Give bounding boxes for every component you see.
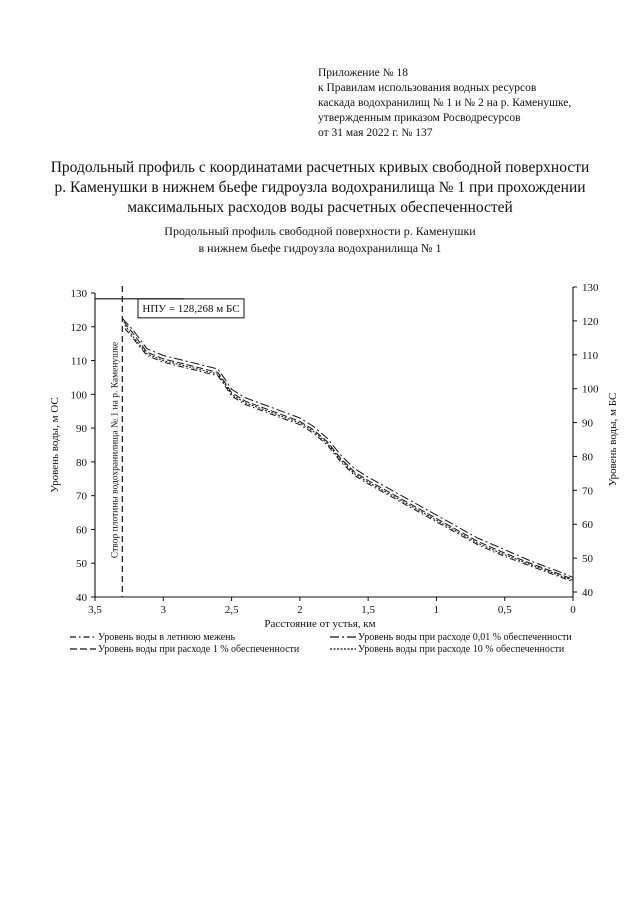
left-axis-tick-label: 90 [76,423,87,436]
document-title-line: Продольный профиль с координатами расчетных кривых свободной поверхности [50,159,590,176]
right-axis-tick-label: 50 [582,553,593,566]
left-axis-tick-label: 70 [76,490,87,503]
x-axis-tick-label: 2,5 [224,604,239,616]
left-axis-tick-label: 100 [70,389,87,402]
x-axis-tick-label: 0 [570,604,576,616]
chart-title: в нижнем бьефе гидроузла водохранилища № 1 [198,241,442,255]
left-axis-tick-label: 60 [76,524,87,537]
npu-label: НПУ = 128,268 м БС [142,302,240,315]
x-axis-tick-label: 1 [433,604,440,616]
appendix-line: каскада водохранилищ № 1 и № 2 на р. Каменушке, [318,97,572,109]
document-title-line: р. Каменушки в нижнем бьефе гидроузла водохранилища № 1 при прохождении [54,179,586,196]
right-axis-tick-label: 70 [582,485,593,498]
left-axis-tick-label: 110 [70,355,87,368]
left-axis-tick-label: 50 [76,558,87,571]
series-line [124,322,573,580]
right-axis-tick-label: 60 [582,519,593,532]
left-axis-tick-label: 120 [70,321,87,334]
appendix-line: Приложение № 18 [318,67,408,79]
document-title-line: максимальных расходов воды расчетных обеспеченностей [127,199,513,216]
appendix-line: к Правилам использования водных ресурсов [318,82,537,94]
x-axis-tick-label: 1,5 [361,604,376,616]
x-axis-tick-label: 3,5 [88,604,102,616]
x-axis-tick-label: 0,5 [497,604,512,616]
right-axis-tick-label: 110 [582,349,599,362]
legend-label: Уровень воды в летнюю межень [98,632,236,643]
right-axis-tick-label: 40 [582,587,593,599]
appendix-line: утвержденным приказом Росводресурсов [318,112,521,124]
x-axis-tick-label: 2 [297,604,303,616]
right-axis-tick-label: 80 [582,451,593,464]
left-axis-tick-label: 40 [76,592,87,604]
chart-title: Продольный профиль свободной поверхности р. Каменушки [164,224,476,238]
right-axis-tick-label: 130 [582,282,599,294]
left-axis-label: Уровень воды, м ОС [49,397,61,493]
dam-label: Створ плотины водохранилища № 1 на р. Каменушке [110,341,121,559]
left-axis-tick-label: 130 [70,288,87,300]
x-axis-label: Расстояние от устья, км [264,618,376,630]
x-axis-tick-label: 3 [160,604,167,616]
appendix-line: от 31 мая 2022 г. № 137 [318,127,433,139]
legend-label: Уровень воды при расходе 1 % обеспеченности [98,644,300,655]
left-axis-tick-label: 80 [76,456,87,469]
legend-label: Уровень воды при расходе 10 % обеспеченности [358,644,565,655]
right-axis-tick-label: 100 [582,383,599,396]
series-line [125,325,573,580]
series-line [122,318,573,577]
legend-label: Уровень воды при расходе 0,01 % обеспеченности [358,632,572,643]
right-axis-tick-label: 90 [582,417,593,430]
right-axis-tick-label: 120 [582,315,599,328]
right-axis-label: Уровень воды, м БС [607,392,619,487]
